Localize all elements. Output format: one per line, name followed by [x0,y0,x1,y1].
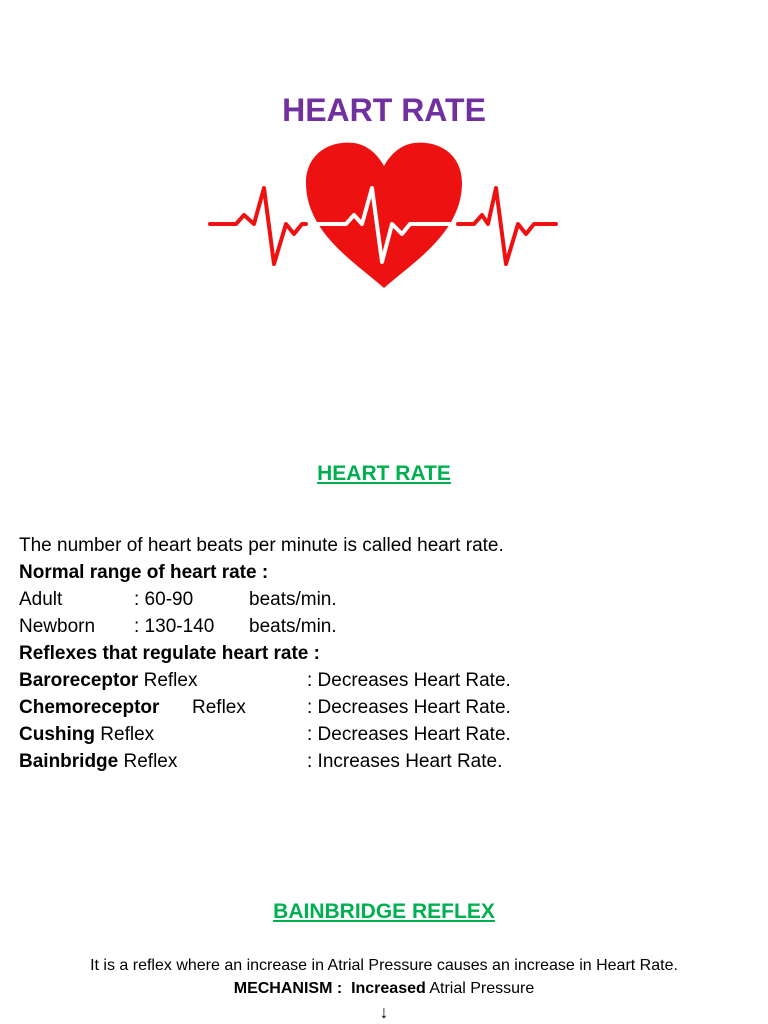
range-group: Newborn [19,616,96,637]
pulse-line [210,188,306,264]
reflex-effect: : Increases Heart Rate. [307,751,503,772]
range-value: : 60-90 [134,589,194,610]
down-arrow-icon: ↓ [379,1002,389,1022]
heart-pulse-icon [206,138,562,294]
mechanism-bold: Increased [351,980,426,997]
mechanism-rest: Atrial Pressure [425,980,535,997]
reflex-name: Cushing [19,724,95,745]
bainbridge-description: It is a reflex where an increase in Atrial Pressure causes an increase in Heart Rate. [90,957,678,974]
reflex-effect: : Decreases Heart Rate. [307,697,511,718]
reflex-suffix: Reflex [192,697,246,718]
mechanism-line [0,979,768,999]
heart-shape [306,143,462,288]
reflex-suffix: Reflex [118,751,178,772]
pulse-line-right [458,188,556,264]
normal-range-label: Normal range of heart rate : [19,562,269,583]
reflex-name: Chemoreceptor [19,697,160,718]
reflex-effect: : Decreases Heart Rate. [307,670,511,691]
range-unit: beats/min. [249,616,337,637]
range-unit: beats/min. [249,589,337,610]
reflexes-label: Reflexes that regulate heart rate : [19,643,320,664]
mechanism-label: MECHANISM : [233,980,343,997]
range-group: Adult [19,589,63,610]
reflex-effect: : Decreases Heart Rate. [307,724,511,745]
range-row-newborn [19,615,719,639]
section-heading-bainbridge-reflex: BAINBRIDGE REFLEX [273,900,495,923]
range-row-adult [19,588,719,612]
reflex-row-bainbridge [19,750,719,774]
reflex-name: Baroreceptor [19,670,139,691]
reflex-row-chemoreceptor [19,696,719,720]
range-value: : 130-140 [134,616,215,637]
reflex-suffix: Reflex [95,724,155,745]
reflex-row-baroreceptor [19,669,719,693]
definition-text: The number of heart beats per minute is called heart rate. [19,535,504,556]
section-heading-heart-rate: HEART RATE [317,462,451,485]
reflex-name: Bainbridge [19,751,119,772]
page-title: HEART RATE [282,92,486,128]
reflex-row-cushing [19,723,719,747]
reflex-suffix: Reflex [138,670,198,691]
